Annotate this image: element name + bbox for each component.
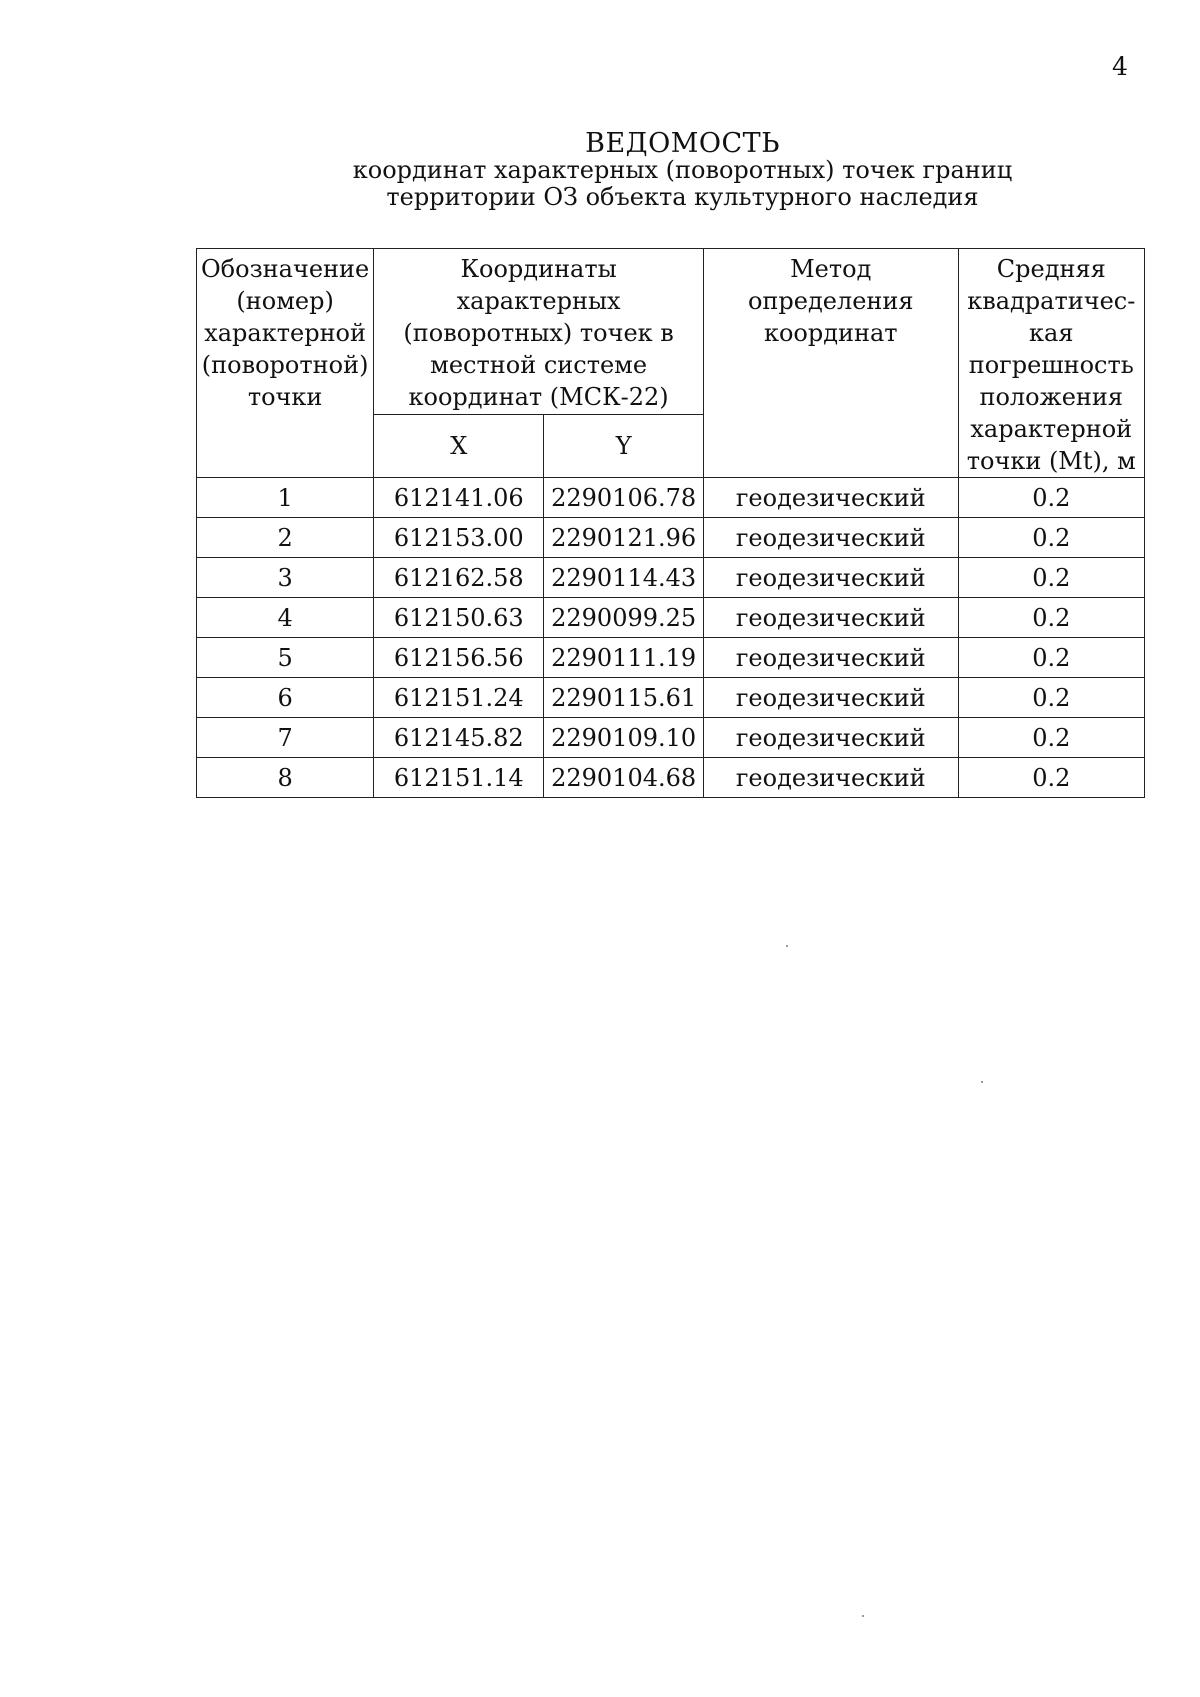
cell-x: 612145.82: [374, 718, 544, 758]
header-y: Y: [544, 414, 704, 477]
cell-y: 2290109.10: [544, 718, 704, 758]
cell-method: геодезический: [703, 638, 958, 678]
scan-speck: [862, 1615, 864, 1617]
cell-y: 2290099.25: [544, 598, 704, 638]
cell-method: геодезический: [703, 598, 958, 638]
table-header: [197, 249, 1145, 478]
scan-speck: [981, 1081, 983, 1083]
cell-point-number: 8: [197, 758, 374, 798]
cell-x: 612162.58: [374, 558, 544, 598]
document-subtitle-line-1: координат характерных (поворотных) точек границ: [352, 156, 1013, 184]
header-coordinates: Координаты характерных (поворотных) точек в местной системе координат (МСК-22): [374, 249, 704, 415]
table-body: [197, 478, 1145, 798]
cell-y: 2290111.19: [544, 638, 704, 678]
document-header: [180, 130, 1185, 211]
cell-method: геодезический: [703, 718, 958, 758]
header-error: Средняя квадратичес-кая погрешность положения характерной точки (Mt), м: [958, 249, 1144, 478]
cell-x: 612141.06: [374, 478, 544, 518]
table-row: [197, 598, 1145, 638]
document-subtitle-line-2: территории ОЗ объекта культурного наследия: [386, 183, 979, 211]
page-number: 4: [1112, 52, 1128, 81]
scan-speck: [786, 945, 788, 947]
cell-error: 0.2: [958, 678, 1144, 718]
cell-method: геодезический: [703, 478, 958, 518]
cell-x: 612150.63: [374, 598, 544, 638]
header-x: X: [374, 414, 544, 477]
table-row: [197, 558, 1145, 598]
cell-method: геодезический: [703, 558, 958, 598]
table-row: [197, 758, 1145, 798]
cell-error: 0.2: [958, 478, 1144, 518]
cell-y: 2290104.68: [544, 758, 704, 798]
cell-y: 2290114.43: [544, 558, 704, 598]
cell-point-number: 6: [197, 678, 374, 718]
cell-error: 0.2: [958, 718, 1144, 758]
coordinates-table: [196, 248, 1145, 798]
document-title: ВЕДОМОСТЬ: [585, 128, 780, 159]
cell-error: 0.2: [958, 598, 1144, 638]
table-row: [197, 478, 1145, 518]
table-row: [197, 638, 1145, 678]
cell-x: 612151.14: [374, 758, 544, 798]
cell-point-number: 5: [197, 638, 374, 678]
cell-y: 2290121.96: [544, 518, 704, 558]
cell-method: геодезический: [703, 678, 958, 718]
cell-error: 0.2: [958, 758, 1144, 798]
cell-x: 612151.24: [374, 678, 544, 718]
cell-point-number: 4: [197, 598, 374, 638]
cell-error: 0.2: [958, 638, 1144, 678]
table-row: [197, 718, 1145, 758]
cell-x: 612156.56: [374, 638, 544, 678]
table-row: [197, 518, 1145, 558]
cell-method: геодезический: [703, 758, 958, 798]
cell-error: 0.2: [958, 518, 1144, 558]
header-method: Метод определения координат: [703, 249, 958, 478]
cell-error: 0.2: [958, 558, 1144, 598]
cell-x: 612153.00: [374, 518, 544, 558]
cell-method: геодезический: [703, 518, 958, 558]
cell-point-number: 2: [197, 518, 374, 558]
cell-point-number: 7: [197, 718, 374, 758]
cell-y: 2290106.78: [544, 478, 704, 518]
cell-point-number: 1: [197, 478, 374, 518]
cell-point-number: 3: [197, 558, 374, 598]
table-row: [197, 678, 1145, 718]
cell-y: 2290115.61: [544, 678, 704, 718]
header-point-number: Обозначение (номер) характерной (поворотной) точки: [197, 249, 374, 478]
